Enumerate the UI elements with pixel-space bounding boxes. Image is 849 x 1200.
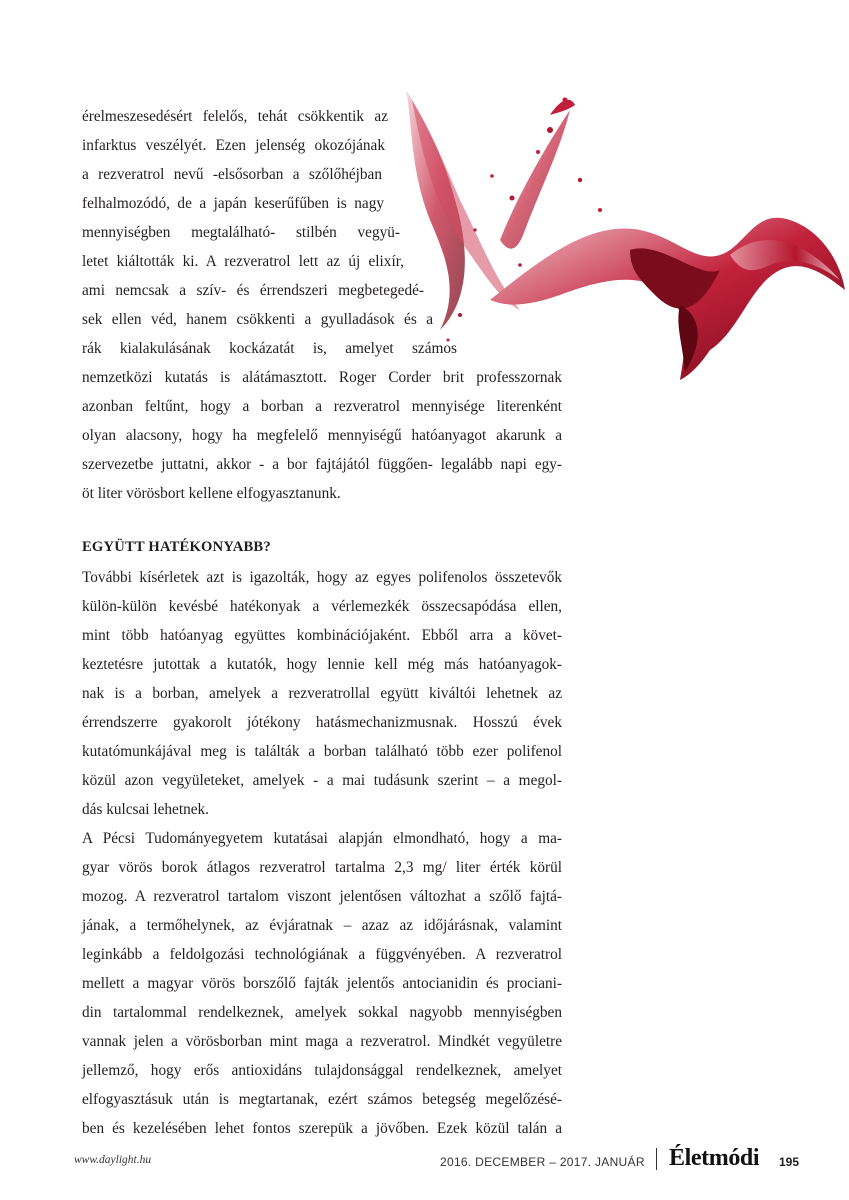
text-line: dás kulcsai lehetnek. — [82, 801, 210, 818]
text-line: mozog. A rezveratrol tartalom viszont jelentősen változhat a szőlő fajtá- — [82, 888, 562, 905]
section-heading: EGYÜTT HATÉKONYABB? — [82, 539, 271, 555]
page-number: 195 — [779, 1155, 800, 1169]
text-line: nak is a borban, amelyek a rezveratrollal együtt kiváltói lehetnek az — [82, 685, 562, 702]
text-line: A Pécsi Tudományegyetem kutatásai alapján elmondható, hogy a ma- — [82, 830, 562, 847]
text-line: ami nemcsak a szív- és érrendszeri megbetegedé- — [82, 282, 424, 299]
text-line: a rezveratrol nevű -elsősorban a szőlőhéjban — [82, 166, 382, 183]
text-line: mint több hatóanyag együttes kombinációjaként. Ebből arra a követ- — [82, 627, 562, 644]
text-line: mellett a magyar vörös borszőlő fajták jelentős antocianidin és prociani- — [82, 975, 562, 992]
text-line: infarktus veszélyét. Ezen jelenség okozójának — [82, 137, 385, 154]
text-line: sek ellen véd, hanem csökkenti a gyulladások és a — [82, 311, 433, 328]
text-line: felhalmozódó, de a japán keserűfűben is nagy — [82, 195, 384, 212]
text-line: gyar vörös borok átlagos rezveratrol tartalma 2,3 mg/ liter érték körül — [82, 859, 562, 876]
text-line: jellemző, hogy erős antioxidáns tulajdonsággal rendelkeznek, amelyet — [82, 1062, 562, 1079]
magazine-logo: Életmódi — [669, 1145, 760, 1171]
footer-divider — [656, 1148, 657, 1170]
text-line: din tartalommal rendelkeznek, amelyek sokkal nagyobb mennyiségben — [82, 1004, 562, 1021]
footer-issue-date: 2016. DECEMBER – 2017. JANUÁR — [440, 1155, 645, 1169]
text-line: vannak jelen a vörösborban mint maga a rezveratrol. Mindkét vegyületre — [82, 1033, 562, 1050]
text-line: További kísérletek azt is igazolták, hogy az egyes polifenolos összetevők — [82, 569, 562, 586]
text-line: szervezetbe juttatni, akkor - a bor fajtájától függően- legalább napi egy- — [82, 456, 562, 473]
text-line: letet kiáltották ki. A rezveratrol lett az új elixír, — [82, 253, 404, 270]
text-line: elfogyasztásuk után is megtartanak, ezért számos betegség megelőzésé- — [82, 1091, 562, 1108]
text-line: leginkább a feldolgozási technológiának a függvényében. A rezveratrol — [82, 946, 562, 963]
text-line: rák kialakulásának kockázatát is, amelyet számos — [82, 340, 457, 357]
text-line: külön-külön kevésbé hatékonyak a vérlemezkék összecsapódása ellen, — [82, 598, 562, 615]
text-line: ben és kezelésében lehet fontos szerepük a jövőben. Ezek közül talán a — [82, 1120, 562, 1137]
text-line: jának, a termőhelynek, az évjáratnak – azaz az időjárásnak, valamint — [82, 917, 562, 934]
text-line: keztetésre jutottak a kutatók, hogy lennie kell még más hatóanyagok- — [82, 656, 562, 673]
wine-splash-image — [400, 80, 845, 380]
text-line: azonban feltűnt, hogy a borban a rezveratrol mennyisége literenként — [82, 398, 562, 415]
text-line: közül azon vegyületeket, amelyek - a mai tudásunk szerint – a megol- — [82, 772, 562, 789]
text-line: olyan alacsony, hogy ha megfelelő mennyiségű hatóanyagot akarunk a — [82, 427, 562, 444]
text-line: érelmeszesedésért felelős, tehát csökkentik az — [82, 108, 388, 125]
footer-url[interactable]: www.daylight.hu — [74, 1154, 152, 1166]
text-line: érrendszerre gyakorolt jótékony hatásmechanizmusnak. Hosszú évek — [82, 714, 562, 731]
text-line: nemzetközi kutatás is alátámasztott. Roger Corder brit professzornak — [82, 369, 562, 386]
text-line: kutatómunkájával meg is találták a borban található több ezer polifenol — [82, 743, 562, 760]
text-line: öt liter vörösbort kellene elfogyasztanunk. — [82, 485, 341, 502]
text-line: mennyiségben megtalálható- stilbén vegyü- — [82, 224, 400, 241]
